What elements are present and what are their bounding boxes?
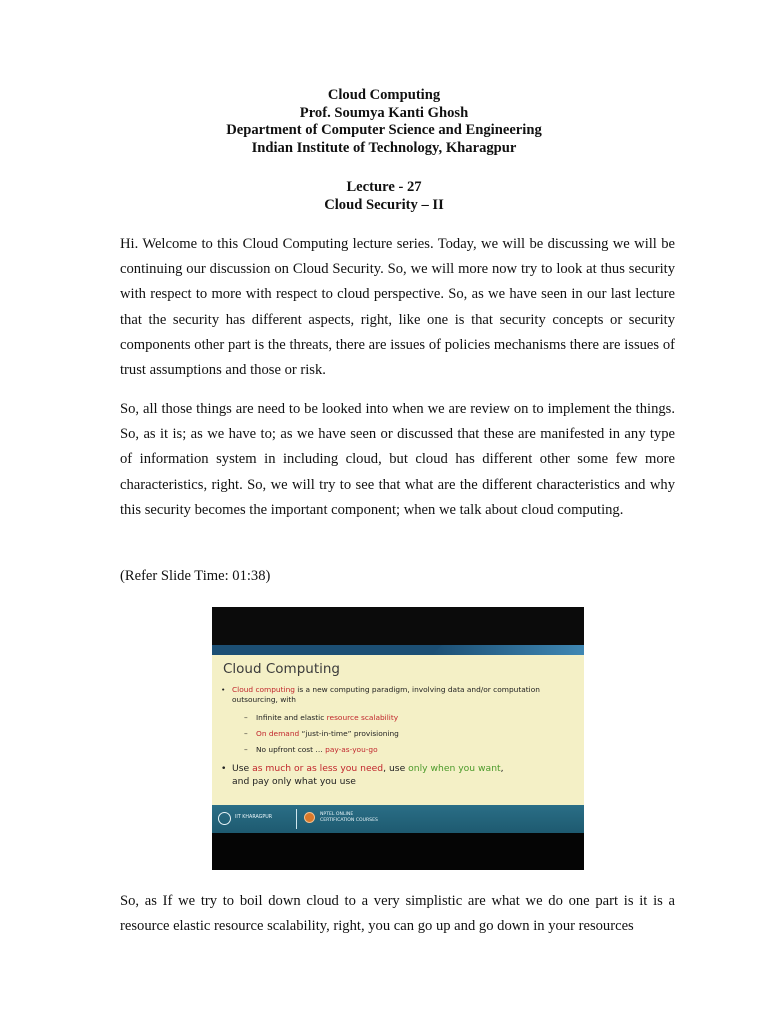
department-name: Department of Computer Science and Engineering xyxy=(226,122,542,138)
slide-subbullet-cost xyxy=(244,745,378,755)
highlight-text: On demand xyxy=(256,729,300,738)
slide-footer xyxy=(212,805,584,833)
bullet-icon: • xyxy=(221,763,227,774)
lecture-topic: Cloud Security – II xyxy=(324,196,444,213)
paragraph-simplistic: So, as If we try to boil down cloud to a very simplistic are what we do one part is it is a resource elastic resource scalability, right, you can go up and go down in your resources xyxy=(120,893,675,935)
slide-subbullet-scalability xyxy=(244,713,398,723)
bullet-text: is a new computing paradigm, involving data and/or computation outsourcing, with xyxy=(232,685,540,704)
slide-header-accent xyxy=(432,645,584,655)
highlight-text: only when you want xyxy=(408,763,501,774)
dash-icon: – xyxy=(244,729,248,738)
bullet-text: and pay only what you use xyxy=(232,776,356,787)
subbullet-text: “just-in-time” provisioning xyxy=(299,729,399,738)
bullet-text: Use xyxy=(232,763,253,774)
slide-bottom-band xyxy=(212,833,584,870)
lecture-number: Lecture - 27 xyxy=(346,179,422,195)
highlight-text: Cloud computing xyxy=(232,685,295,694)
paragraph-intro: Hi. Welcome to this Cloud Computing lecture series. Today, we will be discussing we will be continuing our discussion on Cloud Security. So, we will more now try to look at thus security with respect to more with respect to cloud perspective. So, as we have seen in our last lecture that the security has different aspects, right, like one is that security concepts or security components other part is the threats, there are issues of policies mechanisms there are issues of trust assumptions and those or risk. xyxy=(120,236,675,379)
footer-divider xyxy=(296,809,297,829)
lecture-header xyxy=(0,87,768,214)
slide-title: Cloud Computing xyxy=(223,661,340,677)
slide-subbullet-on-demand xyxy=(244,729,399,739)
bullet-icon: • xyxy=(221,685,226,694)
slide-time-reference: (Refer Slide Time: 01:38) xyxy=(120,568,271,584)
iit-logo-icon xyxy=(218,812,231,825)
footer-institute: IIT KHARAGPUR xyxy=(235,815,273,820)
slide-bullet-usage xyxy=(221,762,577,788)
paragraph-characteristics: So, all those things are need to be looked into when we are review on to implement the things. So, as it is; as we have to; as we have seen or discussed that these are manifested in any type of information system in including cloud, but cloud has different other some few more characteristics, right. So, we will try to see that what are the different characteristics and why this security becomes the important component; when we talk about cloud computing. xyxy=(120,401,675,518)
highlight-text: as much or as less you need xyxy=(252,763,384,774)
institute-name: Indian Institute of Technology, Kharagpur xyxy=(251,139,517,156)
footer-nptel xyxy=(320,812,378,824)
footer-nptel-line2: CERTIFICATION COURSES xyxy=(320,818,378,823)
highlight-text: resource scalability xyxy=(326,713,399,722)
subbullet-text: No upfront cost … xyxy=(256,745,326,754)
slide-content xyxy=(212,655,584,805)
slide-top-band xyxy=(212,607,584,645)
footer-nptel-line1: NPTEL ONLINE xyxy=(320,812,354,817)
subbullet-text: Infinite and elastic xyxy=(256,713,327,722)
bullet-text: , use xyxy=(383,763,409,774)
highlight-text: pay-as-you-go xyxy=(325,745,378,754)
professor-name: Prof. Soumya Kanti Ghosh xyxy=(299,104,469,121)
dash-icon: – xyxy=(244,713,248,722)
bullet-text: , xyxy=(500,763,504,774)
slide-bullet-definition xyxy=(221,685,572,705)
course-title: Cloud Computing xyxy=(327,87,441,103)
nptel-logo-icon xyxy=(304,812,315,823)
dash-icon: – xyxy=(244,745,248,754)
lecture-slide-image xyxy=(212,607,584,870)
